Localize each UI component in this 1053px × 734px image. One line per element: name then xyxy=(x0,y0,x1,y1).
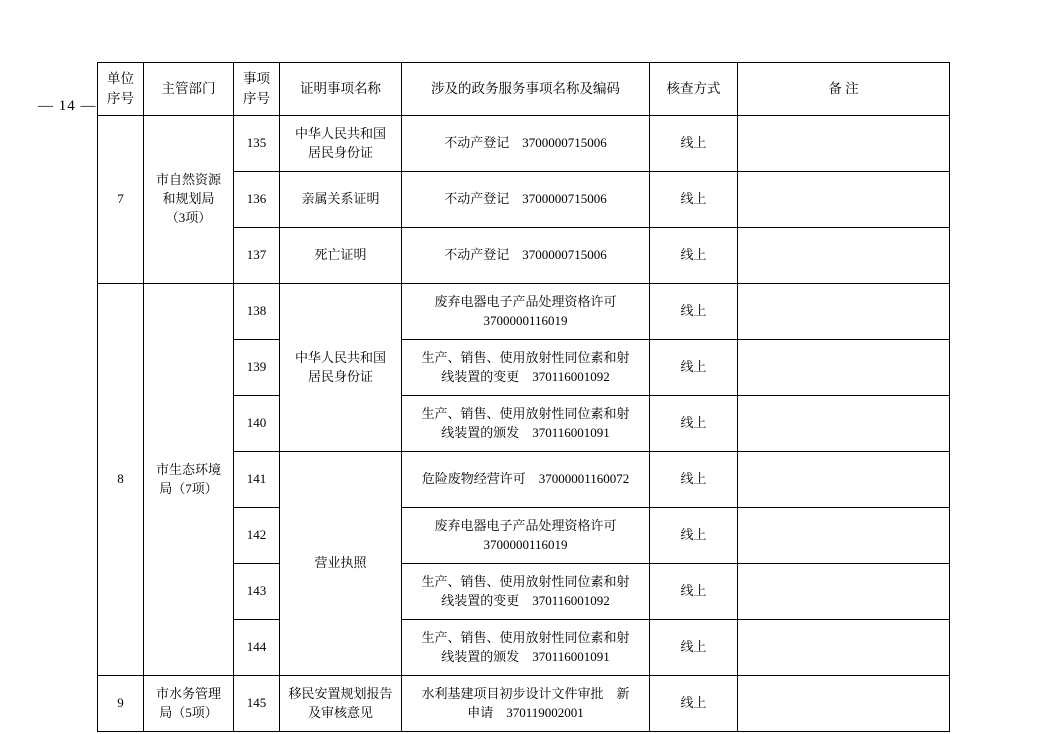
cell-service-name: 生产、销售、使用放射性同位素和射 线装置的变更 370116001092 xyxy=(402,340,650,396)
cell-remark xyxy=(738,620,950,676)
cell-unit-no: 7 xyxy=(98,116,144,284)
cell-item-no: 145 xyxy=(234,676,280,732)
table-header xyxy=(98,63,950,116)
cell-item-no: 138 xyxy=(234,284,280,340)
certification-table xyxy=(97,62,950,732)
cell-check-method: 线上 xyxy=(650,620,738,676)
header-item-no-line2: 序号 xyxy=(243,91,270,106)
cell-cert-name: 死亡证明 xyxy=(280,228,402,284)
cell-item-no: 139 xyxy=(234,340,280,396)
header-item-no xyxy=(234,63,280,116)
header-cert-name: 证明事项名称 xyxy=(280,63,402,116)
page-number: — 14 — xyxy=(38,98,97,114)
cell-service-name: 水利基建项目初步设计文件审批 新 申请 370119002001 xyxy=(402,676,650,732)
cell-item-no: 141 xyxy=(234,452,280,508)
cell-check-method: 线上 xyxy=(650,116,738,172)
cell-remark xyxy=(738,172,950,228)
cell-service-name: 不动产登记 3700000715006 xyxy=(402,228,650,284)
cell-service-name: 生产、销售、使用放射性同位素和射 线装置的颁发 370116001091 xyxy=(402,396,650,452)
cell-check-method: 线上 xyxy=(650,508,738,564)
cell-item-no: 135 xyxy=(234,116,280,172)
cell-department: 市自然资源 和规划局 （3项） xyxy=(144,116,234,284)
cell-check-method: 线上 xyxy=(650,452,738,508)
cell-unit-no: 9 xyxy=(98,676,144,732)
cell-remark xyxy=(738,508,950,564)
cell-item-no: 142 xyxy=(234,508,280,564)
table-header-row xyxy=(98,63,950,116)
table-body xyxy=(98,116,950,732)
cell-unit-no: 8 xyxy=(98,284,144,676)
cell-cert-name: 亲属关系证明 xyxy=(280,172,402,228)
cell-cert-name: 中华人民共和国 居民身份证 xyxy=(280,116,402,172)
cell-item-no: 140 xyxy=(234,396,280,452)
header-item-no-line1: 事项 xyxy=(243,71,270,87)
cell-item-no: 143 xyxy=(234,564,280,620)
cell-service-name: 不动产登记 3700000715006 xyxy=(402,172,650,228)
cell-remark xyxy=(738,452,950,508)
header-unit-no xyxy=(98,63,144,116)
cell-item-no: 144 xyxy=(234,620,280,676)
cell-service-name: 生产、销售、使用放射性同位素和射 线装置的颁发 370116001091 xyxy=(402,620,650,676)
table-row xyxy=(98,116,950,172)
cell-cert-name: 中华人民共和国 居民身份证 xyxy=(280,284,402,452)
cell-check-method: 线上 xyxy=(650,340,738,396)
cell-remark xyxy=(738,116,950,172)
cell-remark xyxy=(738,340,950,396)
cell-service-name: 废弃电器电子产品处理资格许可 3700000116019 xyxy=(402,284,650,340)
cell-remark xyxy=(738,676,950,732)
cell-check-method: 线上 xyxy=(650,396,738,452)
cell-service-name: 不动产登记 3700000715006 xyxy=(402,116,650,172)
table-row xyxy=(98,676,950,732)
cell-remark xyxy=(738,228,950,284)
header-department: 主管部门 xyxy=(144,63,234,116)
header-remark: 备 注 xyxy=(738,63,950,116)
cell-service-name: 废弃电器电子产品处理资格许可 3700000116019 xyxy=(402,508,650,564)
cell-department: 市水务管理 局（5项） xyxy=(144,676,234,732)
cell-item-no: 136 xyxy=(234,172,280,228)
cell-remark xyxy=(738,564,950,620)
cell-cert-name: 移民安置规划报告 及审核意见 xyxy=(280,676,402,732)
cell-check-method: 线上 xyxy=(650,228,738,284)
cell-check-method: 线上 xyxy=(650,676,738,732)
cell-check-method: 线上 xyxy=(650,284,738,340)
header-unit-no-line2: 序号 xyxy=(107,91,134,106)
cell-service-name: 危险废物经营许可 37000001160072 xyxy=(402,452,650,508)
header-unit-no-line1: 单位 xyxy=(107,71,134,87)
header-check-method: 核查方式 xyxy=(650,63,738,116)
cell-remark xyxy=(738,396,950,452)
cell-remark xyxy=(738,284,950,340)
cell-item-no: 137 xyxy=(234,228,280,284)
cell-cert-name: 营业执照 xyxy=(280,452,402,676)
cell-check-method: 线上 xyxy=(650,564,738,620)
header-service-name: 涉及的政务服务事项名称及编码 xyxy=(402,63,650,116)
cell-service-name: 生产、销售、使用放射性同位素和射 线装置的变更 370116001092 xyxy=(402,564,650,620)
certification-table-container xyxy=(97,62,949,732)
cell-department: 市生态环境 局（7项） xyxy=(144,284,234,676)
cell-check-method: 线上 xyxy=(650,172,738,228)
table-row xyxy=(98,284,950,340)
